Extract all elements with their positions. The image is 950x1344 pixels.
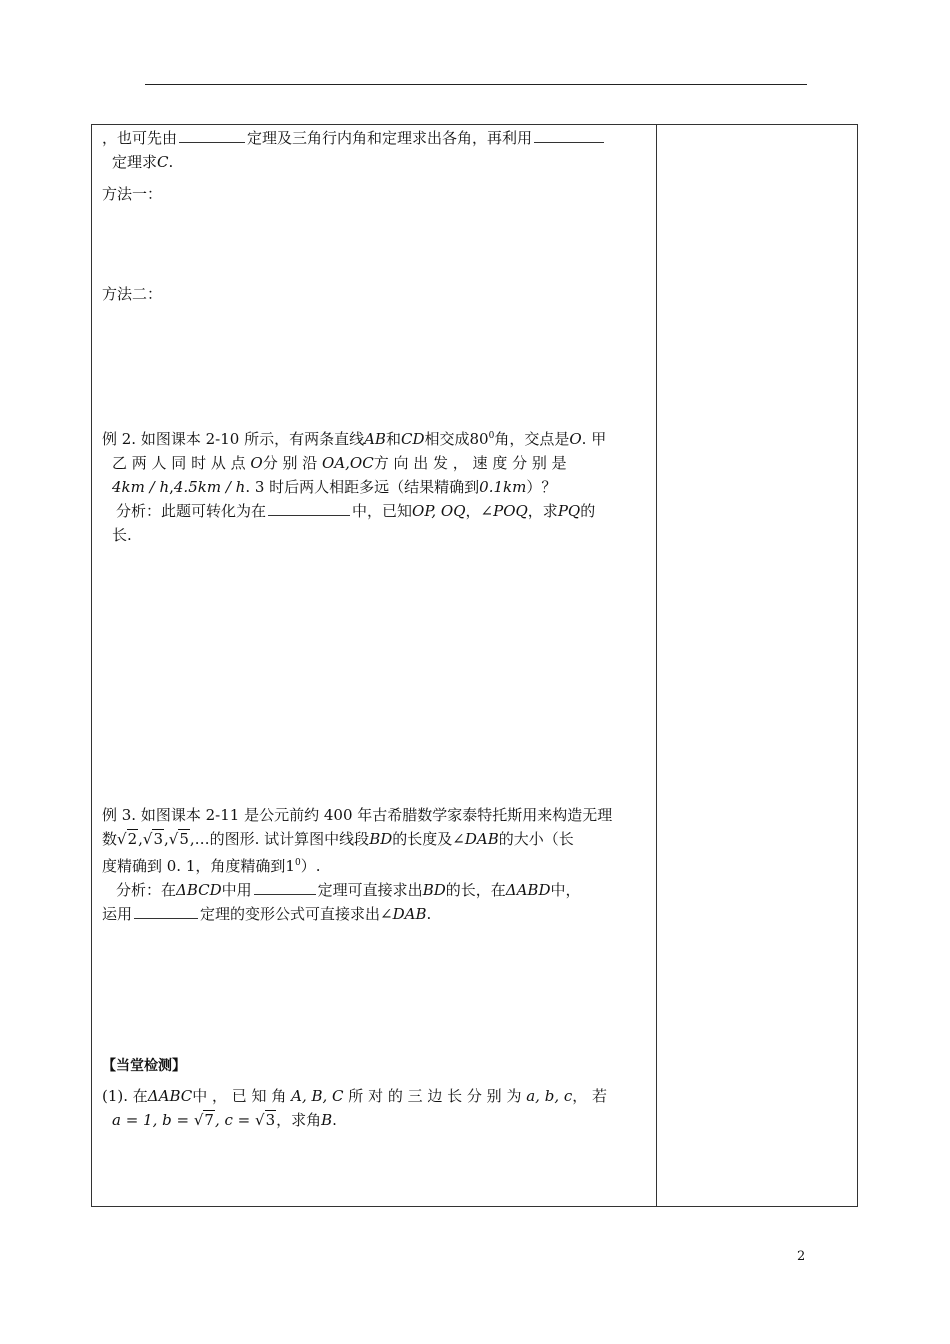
math-expr: ∠DAB	[452, 830, 499, 848]
example3-analysis-2	[102, 902, 650, 926]
page-number: 2	[797, 1249, 806, 1264]
text: 例 2. 如图课本 2-10 所示，有两条直线	[102, 430, 365, 448]
section-heading-check: 【当堂检测】	[102, 1058, 186, 1074]
example2-line-2	[102, 451, 650, 475]
example2-analysis: 分析：此题可转化为在 中，已知OP, OQ，∠POQ，求PQ的	[116, 502, 596, 520]
text: ,…的图形. 试计算图中线段	[189, 830, 370, 848]
radicand: 7	[204, 1111, 214, 1129]
math-var: OA,OC	[322, 454, 374, 472]
text: 所 对 的 三 边 长 分 别 为	[348, 1087, 522, 1105]
math-var: C	[157, 153, 169, 171]
text: .	[426, 905, 432, 923]
math-var: B	[321, 1111, 333, 1129]
text: 分析：此题可转化为在	[116, 502, 267, 520]
fill-blank	[534, 127, 604, 143]
text: 运用	[102, 905, 133, 923]
math-expr: a = 1, b =	[112, 1111, 194, 1129]
superscript: 0	[488, 431, 495, 441]
math-expr: ∠DAB	[380, 905, 427, 923]
fill-blank	[179, 127, 245, 143]
math-var: O	[569, 430, 582, 448]
example2-analysis-end: 长.	[112, 526, 132, 544]
radicand: 3	[153, 830, 163, 848]
superscript: 0	[294, 858, 301, 868]
text: 的长度及	[392, 830, 453, 848]
math-expr: 4km / h	[112, 478, 170, 496]
answer-space	[102, 547, 650, 803]
example3-line-3	[102, 851, 650, 878]
intro-text: 定理求	[112, 153, 158, 171]
example3-line-1: 例 3. 如图课本 2-11 是公元前约 400 年古希腊数学家泰特托斯用来构造无理	[102, 806, 613, 824]
text: 定理的变形公式可直接求出	[200, 905, 381, 923]
intro-line-1	[102, 126, 650, 150]
example3-analysis	[102, 878, 650, 902]
text: 数	[102, 830, 118, 848]
text: ）.	[300, 857, 321, 875]
check-q1-line-2: a = 1, b = √7, c = √3，求角B.	[112, 1111, 337, 1129]
text: 分析：在	[116, 881, 177, 899]
math-expr: 0.1km	[479, 478, 527, 496]
answer-space	[102, 306, 650, 424]
text: ， 若	[572, 1087, 608, 1105]
math-var: BD	[369, 830, 393, 848]
radicand: 5	[179, 830, 189, 848]
math-expr: ΔBCD	[176, 881, 222, 899]
math-var: CD	[400, 430, 425, 448]
text: 中 ， 已 知 角	[192, 1087, 287, 1105]
fill-blank	[268, 500, 350, 516]
radicand: 2	[127, 830, 138, 848]
header-rule	[145, 84, 807, 85]
text: 中，	[550, 881, 581, 899]
text: 相交成	[424, 430, 470, 448]
example3-line-2: 数√2,√3,√5,…的图形. 试计算图中线段BD的长度及∠DAB的大小（长	[102, 830, 574, 848]
text: 的	[580, 502, 596, 520]
answer-space	[102, 206, 650, 282]
text: . 甲	[581, 430, 607, 448]
math-expr: a, b, c	[526, 1087, 573, 1105]
check-q1-line-1	[102, 1084, 650, 1108]
text: 中用	[221, 881, 252, 899]
text: ，求	[527, 502, 558, 520]
math-expr: , c =	[214, 1111, 255, 1129]
method2-label: 方法二：	[102, 285, 163, 303]
math-expr: ΔABC	[147, 1087, 193, 1105]
fill-blank	[254, 879, 316, 895]
math-var: BD	[422, 881, 446, 899]
example2-line-1	[102, 424, 650, 451]
text: 角，交点是	[494, 430, 570, 448]
text: ，求角	[276, 1111, 322, 1129]
text: . 3 时后两人相距多远（结果精确到	[245, 478, 480, 496]
math-num: 1	[285, 857, 295, 875]
math-num: 80	[469, 430, 489, 448]
math-var: PQ	[557, 502, 581, 520]
math-expr: OP, OQ	[412, 502, 466, 520]
text: 定理可直接求出	[317, 881, 423, 899]
text: (1). 在	[102, 1087, 148, 1105]
intro-line-2	[102, 150, 650, 174]
text: .	[332, 1111, 337, 1129]
text: 的大小（长	[498, 830, 574, 848]
text: 和	[385, 430, 401, 448]
text: ）？	[526, 478, 557, 496]
text: 的长，在	[445, 881, 506, 899]
method1-label: 方法一：	[102, 185, 163, 203]
text: 乙 两 人 同 时 从 点	[112, 454, 246, 472]
radicand: 3	[265, 1111, 276, 1129]
notes-column-divider	[656, 124, 657, 1207]
fill-blank	[134, 903, 198, 919]
text: 分 别 沿	[262, 454, 318, 472]
text: 方 向 出 发 ， 速 度 分 别 是	[373, 454, 567, 472]
math-expr: ∠POQ	[480, 502, 528, 520]
text: 度精确到 0. 1，角度精确到	[102, 857, 286, 875]
intro-text: ，也可先由	[102, 129, 178, 147]
intro-text: .	[168, 153, 174, 171]
answer-space	[102, 926, 650, 1054]
main-column	[102, 126, 650, 1132]
intro-text: 定理及三角行内角和定理求出各角，再利用	[247, 129, 533, 147]
math-var: O	[250, 454, 263, 472]
example2-line-3: 4km / h,4.5km / h. 3 时后两人相距多远（结果精确到0.1km）？	[112, 478, 557, 496]
math-expr: 4.5km / h	[173, 478, 246, 496]
math-var: AB	[364, 430, 386, 448]
math-expr: ΔABD	[505, 881, 551, 899]
text: 中，已知	[352, 502, 413, 520]
math-expr: A, B, C	[291, 1087, 344, 1105]
